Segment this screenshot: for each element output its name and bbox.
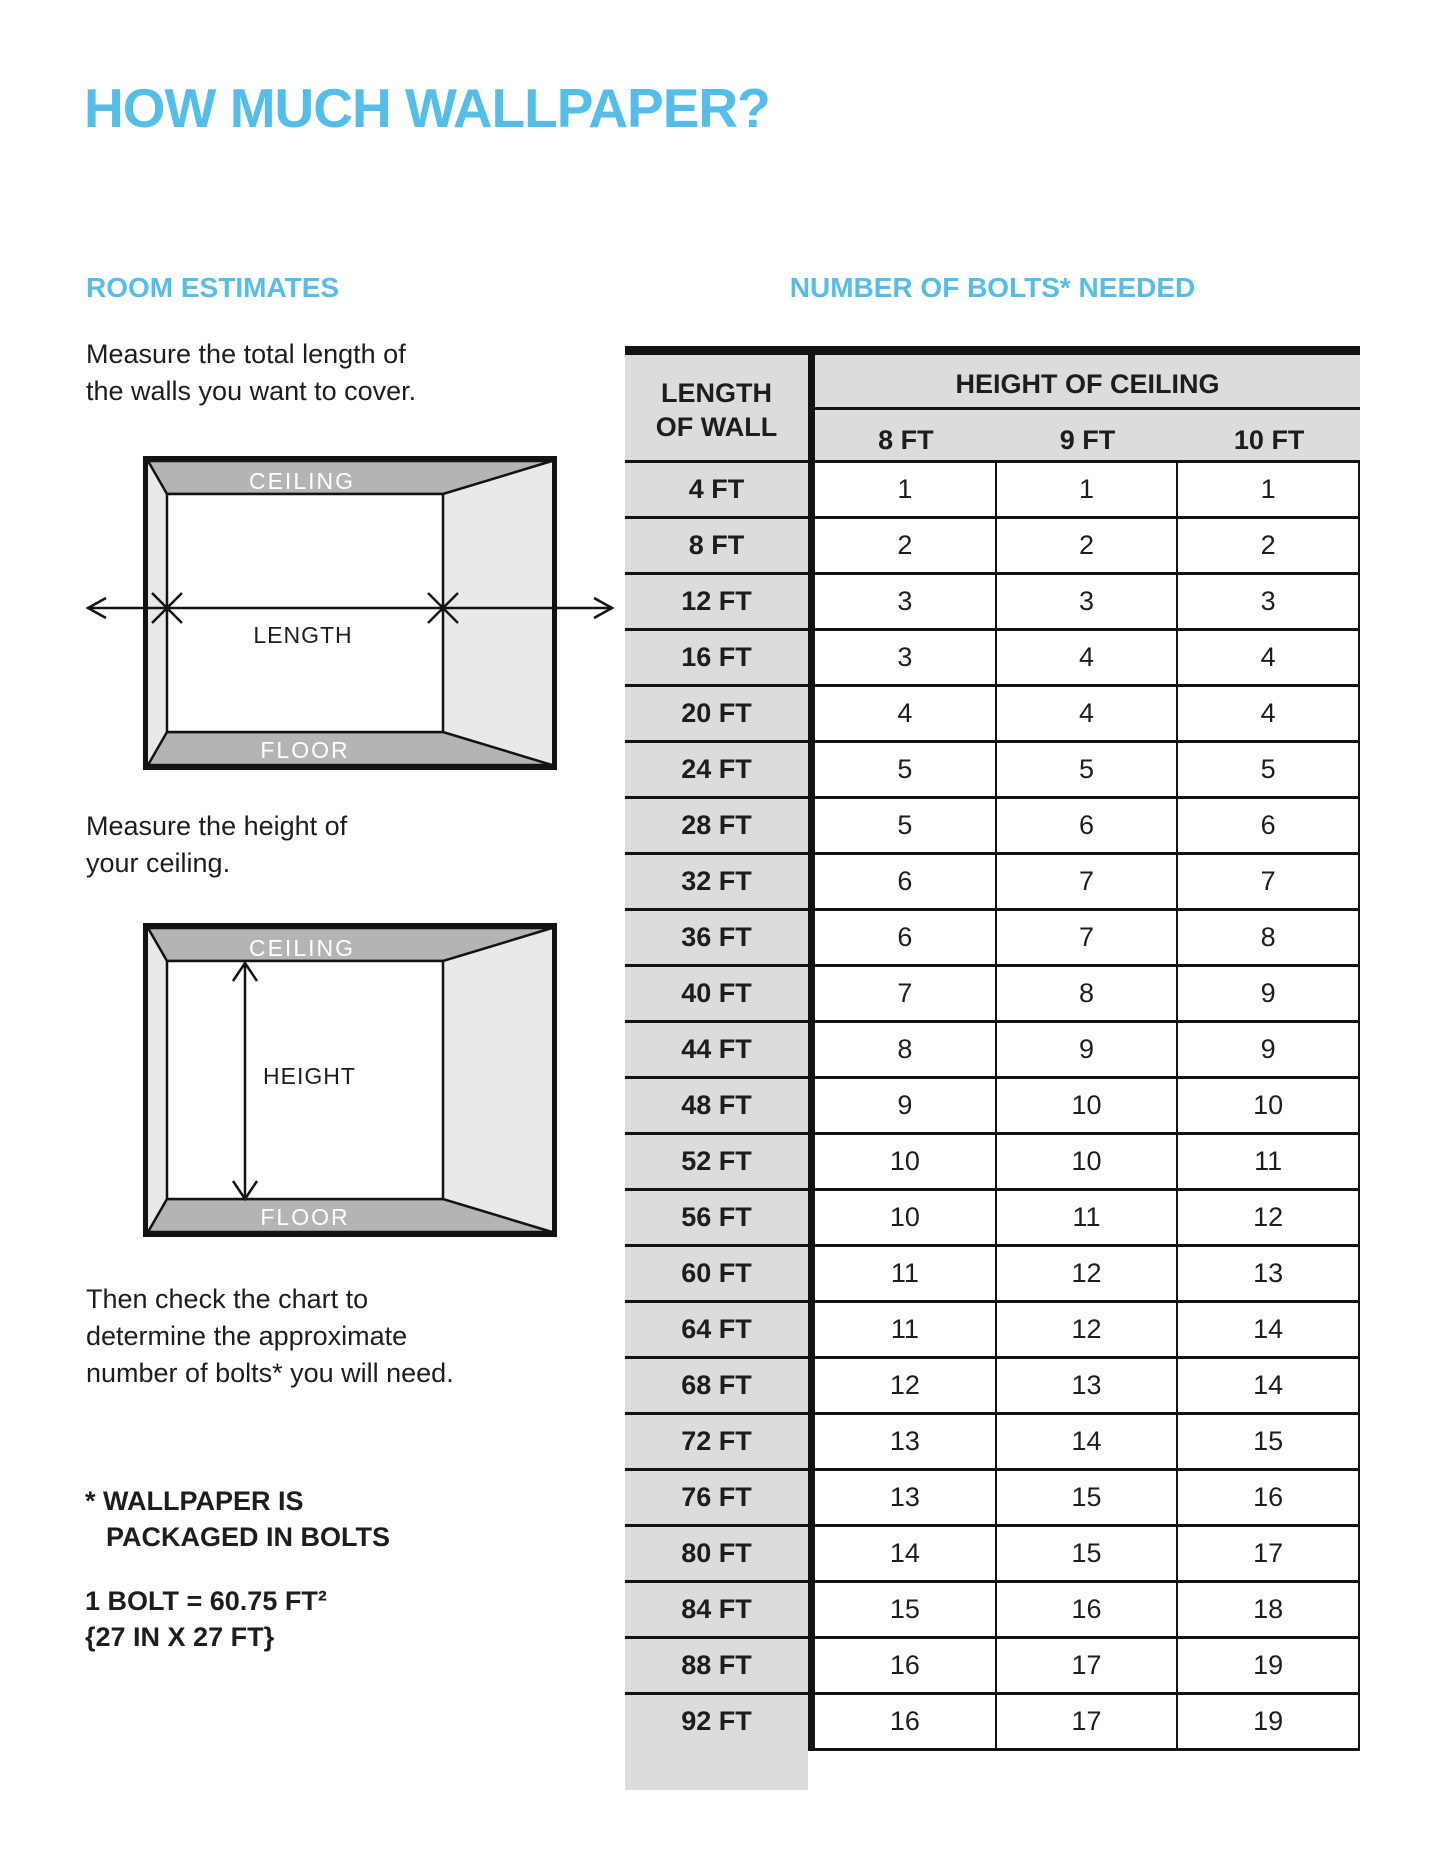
table-row [625,1527,1360,1583]
row-label: 60 FT [625,1247,808,1300]
row-label: 36 FT [625,911,808,964]
height-of-ceiling-header: HEIGHT OF CEILING [955,368,1220,399]
footnote-line1: * WALLPAPER IS [85,1486,304,1516]
cell-value: 4 [1178,687,1360,740]
table-row [625,631,1360,687]
cell-value: 16 [815,1695,997,1748]
table-row [625,1247,1360,1303]
cell-value: 3 [1178,575,1360,628]
cell-value: 3 [997,575,1179,628]
cell-value: 10 [815,1191,997,1244]
cell-value: 9 [997,1023,1179,1076]
cell-value: 4 [997,687,1179,740]
table-row [625,1359,1360,1415]
table-row [625,1303,1360,1359]
cell-value: 14 [815,1527,997,1580]
cell-value: 1 [815,463,997,516]
cell-value: 5 [815,799,997,852]
row-label: 52 FT [625,1135,808,1188]
cell-value: 8 [997,967,1179,1020]
cell-value: 1 [997,463,1179,516]
row-label: 12 FT [625,575,808,628]
cell-value: 3 [815,575,997,628]
room-height-diagram [83,923,617,1237]
row-label: 84 FT [625,1583,808,1636]
bolt-footnote [85,1483,390,1555]
row-label: 32 FT [625,855,808,908]
cell-value: 10 [997,1135,1179,1188]
instruction-length [86,336,416,410]
bolt-size-note [85,1583,327,1655]
cell-value: 4 [1178,631,1360,684]
cell-value: 19 [1178,1695,1360,1748]
row-label: 76 FT [625,1471,808,1524]
cell-value: 12 [815,1359,997,1412]
row-label: 88 FT [625,1639,808,1692]
cell-value: 7 [997,911,1179,964]
row-label: 24 FT [625,743,808,796]
floor-label: FLOOR [260,737,350,763]
cell-value: 10 [1178,1079,1360,1132]
cell-value: 4 [815,687,997,740]
cell-value: 6 [815,911,997,964]
row-label: 16 FT [625,631,808,684]
cell-value: 15 [1178,1415,1360,1468]
cell-value: 15 [997,1471,1179,1524]
table-row [625,575,1360,631]
instruction-height-line1: Measure the height of [86,811,348,841]
row-label: 40 FT [625,967,808,1020]
cell-value: 13 [997,1359,1179,1412]
back-wall [167,494,443,732]
cell-value: 9 [815,1079,997,1132]
bolts-needed-heading: NUMBER OF BOLTS* NEEDED [789,272,1196,303]
table-row [625,799,1360,855]
table-row [625,855,1360,911]
instruction-chart-line3: number of bolts* you will need. [86,1358,454,1388]
bolt-size-line2: {27 IN X 27 FT} [85,1622,275,1652]
row-label: 8 FT [625,519,808,572]
column-header-9ft: 9 FT [1059,424,1116,455]
table-row [625,911,1360,967]
table-row [625,1695,1360,1751]
instruction-chart-line1: Then check the chart to [86,1284,369,1314]
cell-value: 14 [1178,1359,1360,1412]
cell-value: 12 [997,1303,1179,1356]
cell-value: 15 [997,1527,1179,1580]
cell-value: 2 [1178,519,1360,572]
row-label: 28 FT [625,799,808,852]
row-label: 80 FT [625,1527,808,1580]
room-length-diagram [83,456,617,770]
room-length-diagram-art [83,456,617,770]
table-row [625,1135,1360,1191]
table-row [625,1583,1360,1639]
row-label: 92 FT [625,1695,808,1748]
table-row [625,1023,1360,1079]
cell-value: 14 [1178,1303,1360,1356]
table-footer-strip [625,1748,808,1790]
cell-value: 5 [997,743,1179,796]
cell-value: 16 [815,1639,997,1692]
cell-value: 8 [815,1023,997,1076]
row-label: 72 FT [625,1415,808,1468]
cell-value: 12 [1178,1191,1360,1244]
table-row [625,463,1360,519]
cell-value: 4 [997,631,1179,684]
cell-value: 10 [815,1135,997,1188]
cell-value: 13 [815,1415,997,1468]
ceiling-height-columns [815,410,1360,460]
bolt-size-line1: 1 BOLT = 60.75 FT² [85,1586,327,1616]
cell-value: 16 [1178,1471,1360,1524]
length-label: LENGTH [253,622,353,648]
cell-value: 16 [997,1583,1179,1636]
cell-value: 9 [1178,967,1360,1020]
cell-value: 17 [997,1639,1179,1692]
table-row [625,1639,1360,1695]
height-label: HEIGHT [263,1063,356,1089]
table-row [625,1191,1360,1247]
table-row [625,1415,1360,1471]
cell-value: 10 [997,1079,1179,1132]
room-estimates-heading: ROOM ESTIMATES [86,272,340,303]
page-title: HOW MUCH WALLPAPER? [84,77,770,139]
instruction-chart-line2: determine the approximate [86,1321,408,1351]
cell-value: 11 [997,1191,1179,1244]
table-row [625,1471,1360,1527]
length-of-wall-header [625,355,808,460]
cell-value: 17 [997,1695,1179,1748]
row-label: 68 FT [625,1359,808,1412]
row-label: 4 FT [625,463,808,516]
column-header-10ft: 10 FT [1233,424,1305,455]
ceiling-label: CEILING [248,935,356,961]
row-label: 64 FT [625,1303,808,1356]
cell-value: 19 [1178,1639,1360,1692]
cell-value: 9 [1178,1023,1360,1076]
cell-value: 12 [997,1247,1179,1300]
table-top-bar [625,346,1360,355]
cell-value: 17 [1178,1527,1360,1580]
cell-value: 7 [1178,855,1360,908]
table-row [625,967,1360,1023]
length-of-wall-line2: OF WALL [655,411,778,442]
cell-value: 5 [1178,743,1360,796]
length-of-wall-line1: LENGTH [661,377,772,408]
row-label: 56 FT [625,1191,808,1244]
cell-value: 5 [815,743,997,796]
footnote-line2: PACKAGED IN BOLTS [106,1522,391,1552]
bolts-table [625,346,1360,1790]
instruction-length-line1: Measure the total length of [86,339,406,369]
row-label: 20 FT [625,687,808,740]
cell-value: 7 [997,855,1179,908]
cell-value: 11 [1178,1135,1360,1188]
cell-value: 6 [815,855,997,908]
cell-value: 1 [1178,463,1360,516]
table-row [625,1079,1360,1135]
cell-value: 11 [815,1247,997,1300]
table-rows [625,460,1360,1751]
cell-value: 13 [815,1471,997,1524]
cell-value: 15 [815,1583,997,1636]
instruction-chart [86,1281,454,1392]
column-header-8ft: 8 FT [878,424,934,455]
table-vertical-divider [808,355,815,1748]
cell-value: 8 [1178,911,1360,964]
row-label: 44 FT [625,1023,808,1076]
cell-value: 3 [815,631,997,684]
table-row [625,519,1360,575]
table-row [625,743,1360,799]
cell-value: 11 [815,1303,997,1356]
instruction-height [86,808,347,882]
cell-value: 13 [1178,1247,1360,1300]
cell-value: 6 [997,799,1179,852]
row-label: 48 FT [625,1079,808,1132]
table-row [625,687,1360,743]
instruction-height-line2: your ceiling. [86,848,231,878]
cell-value: 14 [997,1415,1179,1468]
cell-value: 18 [1178,1583,1360,1636]
cell-value: 2 [815,519,997,572]
instruction-length-line2: the walls you want to cover. [86,376,417,406]
cell-value: 6 [1178,799,1360,852]
cell-value: 7 [815,967,997,1020]
ceiling-label: CEILING [248,468,356,494]
floor-label: FLOOR [260,1204,350,1230]
cell-value: 2 [997,519,1179,572]
